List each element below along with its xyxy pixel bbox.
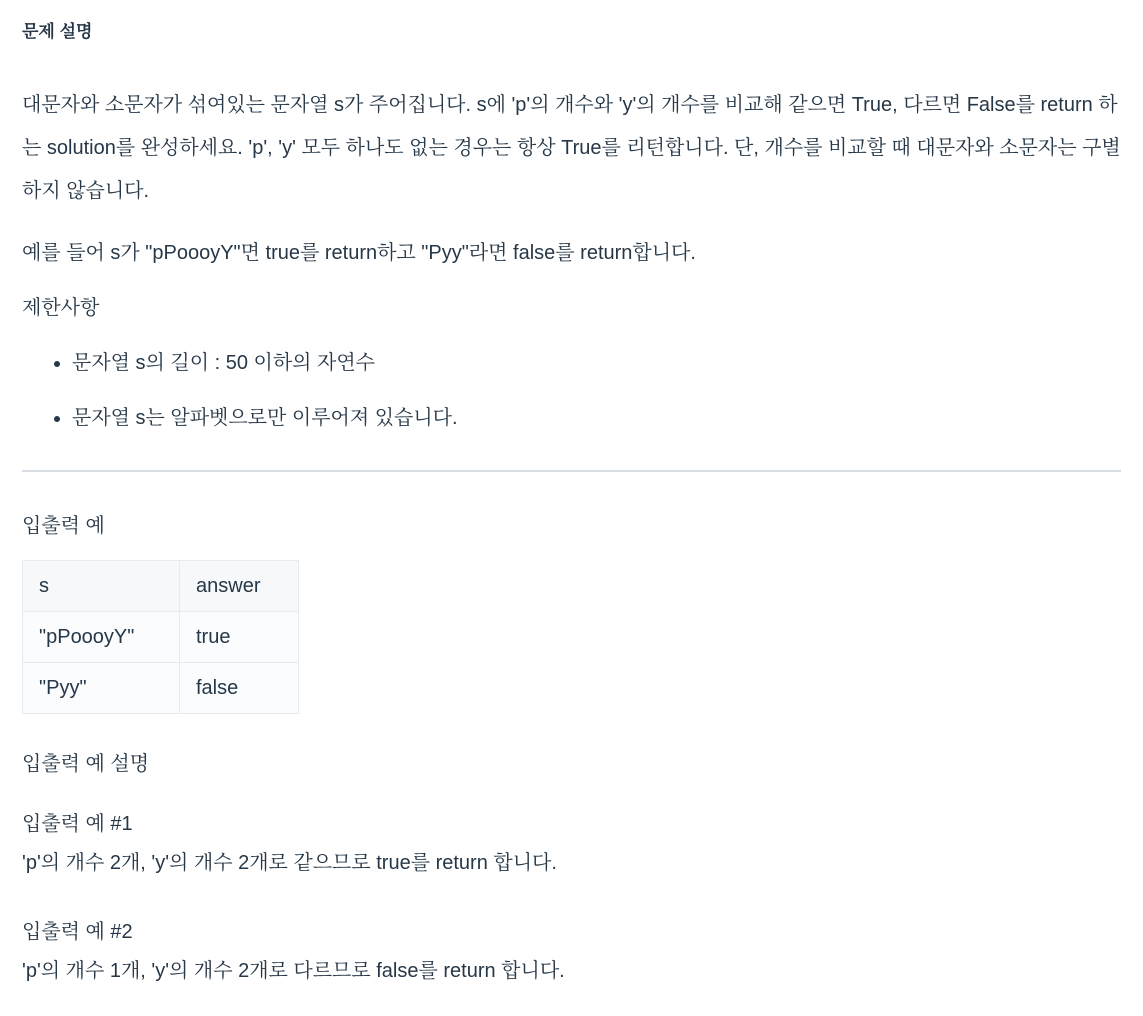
io-example-table [22,560,299,714]
io-example-1-text: 'p'의 개수 2개, 'y'의 개수 2개로 같으므로 true를 return 합니다. [22,852,557,874]
list-item: • 문자열 s는 알파벳으로만 이루어져 있습니다. [72,397,1121,440]
io-example-heading: 입출력 예 [22,515,105,537]
table-header-answer: answer [180,561,299,612]
page-title: 문제 설명 [22,22,93,41]
table-header-row [23,561,299,612]
table-cell-s: "Pyy" [23,663,180,714]
io-example-1 [22,810,1121,878]
problem-statement [22,84,1121,275]
io-example-1-label: 입출력 예 #1 [22,813,133,835]
io-example-2-label: 입출력 예 #2 [22,921,133,943]
table-cell-answer: true [180,612,299,663]
table-row [23,612,299,663]
io-explanation-heading: 입출력 예 설명 [22,753,150,775]
io-example-2-text: 'p'의 개수 1개, 'y'의 개수 2개로 다르므로 false를 return 합니다. [22,960,565,982]
list-item: • 문자열 s의 길이 : 50 이하의 자연수 [72,342,1121,385]
restrictions-heading: 제한사항 [22,297,100,319]
table-cell-answer: false [180,663,299,714]
table-cell-s: "pPoooyY" [23,612,180,663]
table-row [23,663,299,714]
restrictions-list [22,342,1121,440]
problem-statement-paragraph-1: 대문자와 소문자가 섞여있는 문자열 s가 주어집니다. s에 'p'의 개수와 'y'의 개수를 비교해 같으면 True, 다르면 False를 return 하는 solution를 완성하세요. 'p', 'y' 모두 하나도 없는 경우는 항상 True를 리턴합니다. 단, 개수를 비교할 때 대문자와 소문자는 구별하지 않습니다. [22,94,1121,202]
table-header-s: s [23,561,180,612]
problem-statement-paragraph-2: 예를 들어 s가 "pPoooyY"면 true를 return하고 "Pyy"라면 false를 return합니다. [22,242,696,264]
io-example-2 [22,918,1121,986]
section-divider [22,470,1121,472]
